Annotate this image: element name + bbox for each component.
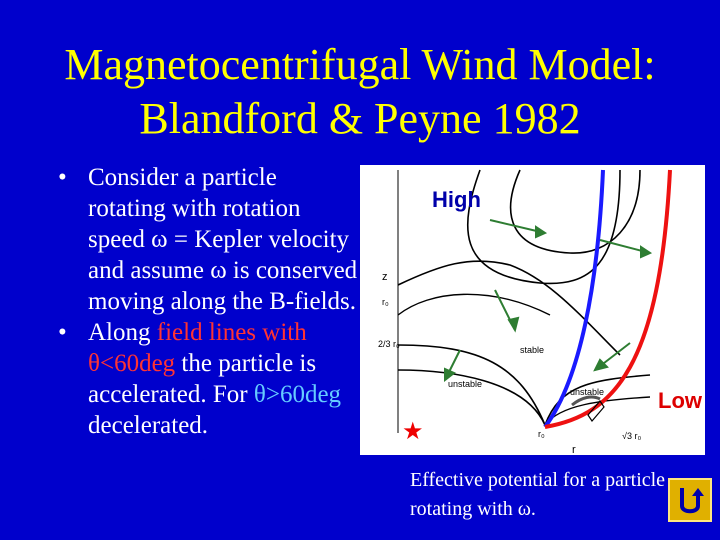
bullet-marker: •	[58, 319, 67, 346]
figure-caption: Effective potential for a particle rotating with ω.	[410, 469, 666, 520]
bullet-text-part: the particle is accelerated. For	[88, 350, 317, 408]
arrowhead	[536, 227, 545, 237]
bullet-item-1	[58, 162, 358, 317]
contour-line	[398, 294, 550, 315]
title-line-2: Blandford & Peyne 1982	[139, 94, 581, 143]
bullet-text-highlight-red: field lines with θ<60deg	[88, 319, 307, 377]
axis-z-label: z	[382, 271, 388, 283]
effective-potential-figure	[360, 165, 705, 455]
bullet-list	[58, 162, 358, 441]
label-low: Low	[658, 388, 702, 413]
region-unstable-left-label: unstable	[448, 379, 483, 389]
bullet-text-highlight-cyan: θ>60deg	[253, 381, 342, 408]
return-button[interactable]	[668, 478, 712, 522]
bullet-marker: •	[58, 164, 67, 191]
return-arrow-icon	[670, 480, 710, 520]
axis-r-label: r	[572, 444, 576, 455]
tick-sqrt3-r0: √3 r₀	[622, 431, 642, 441]
region-unstable-right-label: unstable	[570, 387, 605, 397]
slide-title	[0, 38, 720, 146]
bullet-text: Consider a particle rotating with rotation speed ω = Kepler velocity and assume ω is conserved moving along the B-fields.	[88, 164, 358, 315]
tick-two-thirds-r0: 2/3 r₀	[378, 339, 400, 349]
bullet-text-part: Along	[88, 319, 157, 346]
contour-line	[468, 170, 620, 283]
star-marker-icon: ★	[402, 417, 424, 445]
arrowhead	[641, 247, 650, 257]
tick-r0-z: r₀	[382, 297, 389, 307]
bullet-text-part: decelerated.	[88, 412, 209, 439]
label-high: High	[432, 187, 481, 212]
potential-diagram	[360, 165, 705, 455]
bullet-item-2	[58, 317, 358, 441]
region-stable-label: stable	[520, 345, 545, 355]
title-line-1: Magnetocentrifugal Wind Model:	[64, 40, 656, 89]
arrowhead	[509, 318, 518, 330]
tick-r0-r: r₀	[538, 429, 545, 439]
